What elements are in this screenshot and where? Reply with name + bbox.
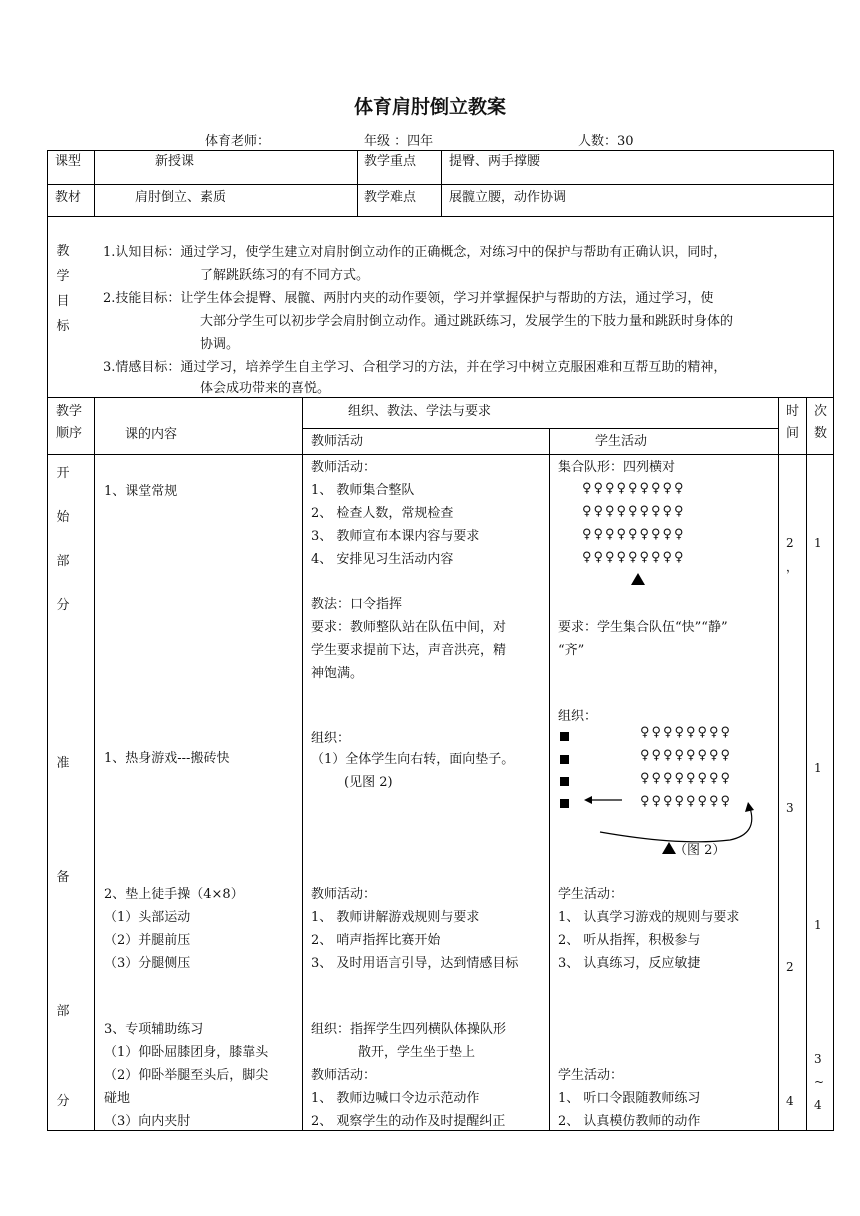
- figure-row: ♀♀♀♀♀♀♀♀: [640, 748, 733, 763]
- header-time-2: 间: [786, 426, 800, 441]
- key-point-label: 教学重点: [364, 154, 417, 169]
- key-point-value: 提臀、两手撑腰: [449, 154, 541, 169]
- lesson-type-value: 新授课: [155, 154, 195, 169]
- header-times-1: 次: [814, 404, 828, 419]
- header-organization: 组织、教法、学法与要求: [348, 404, 492, 419]
- header-times-2: 数: [814, 426, 828, 441]
- formation-row: ♀♀♀♀♀♀♀♀♀: [582, 550, 686, 565]
- figure-row: ♀♀♀♀♀♀♀♀: [640, 771, 733, 786]
- header-time-1: 时: [786, 404, 800, 419]
- student-count: 人数：30: [578, 134, 634, 149]
- difficulty-value: 展髋立腰，动作协调: [449, 190, 567, 205]
- formation-row: ♀♀♀♀♀♀♀♀♀: [582, 504, 686, 519]
- header-order-2: 顺序: [56, 426, 83, 441]
- difficulty-label: 教学难点: [364, 190, 417, 205]
- formation-row: ♀♀♀♀♀♀♀♀♀: [582, 481, 686, 496]
- teacher-triangle-icon: [631, 573, 645, 585]
- figure-row: ♀♀♀♀♀♀♀♀: [640, 725, 733, 740]
- header-order-1: 教学: [56, 404, 83, 419]
- mat-square-icon: [560, 777, 569, 786]
- material-label: 教材: [55, 190, 82, 205]
- grade-label: 年级 ：四年: [364, 134, 434, 149]
- header-teacher: 教师活动: [311, 434, 364, 449]
- curve-arrow-icon: [600, 808, 752, 842]
- page-title: 体育肩肘倒立教案: [353, 96, 506, 118]
- mat-square-icon: [560, 732, 569, 741]
- header-student: 学生活动: [595, 434, 648, 449]
- lesson-type-label: 课型: [55, 154, 82, 169]
- figure-row: ♀♀♀♀♀♀♀♀: [640, 794, 733, 809]
- formation-row: ♀♀♀♀♀♀♀♀♀: [582, 527, 686, 542]
- material-value: 肩肘倒立、素质: [135, 190, 227, 205]
- mat-square-icon: [560, 755, 569, 764]
- figure-2-label: （图 2）: [674, 843, 726, 858]
- teacher-label: 体育老师：: [205, 134, 271, 149]
- header-content: 课的内容: [125, 427, 178, 442]
